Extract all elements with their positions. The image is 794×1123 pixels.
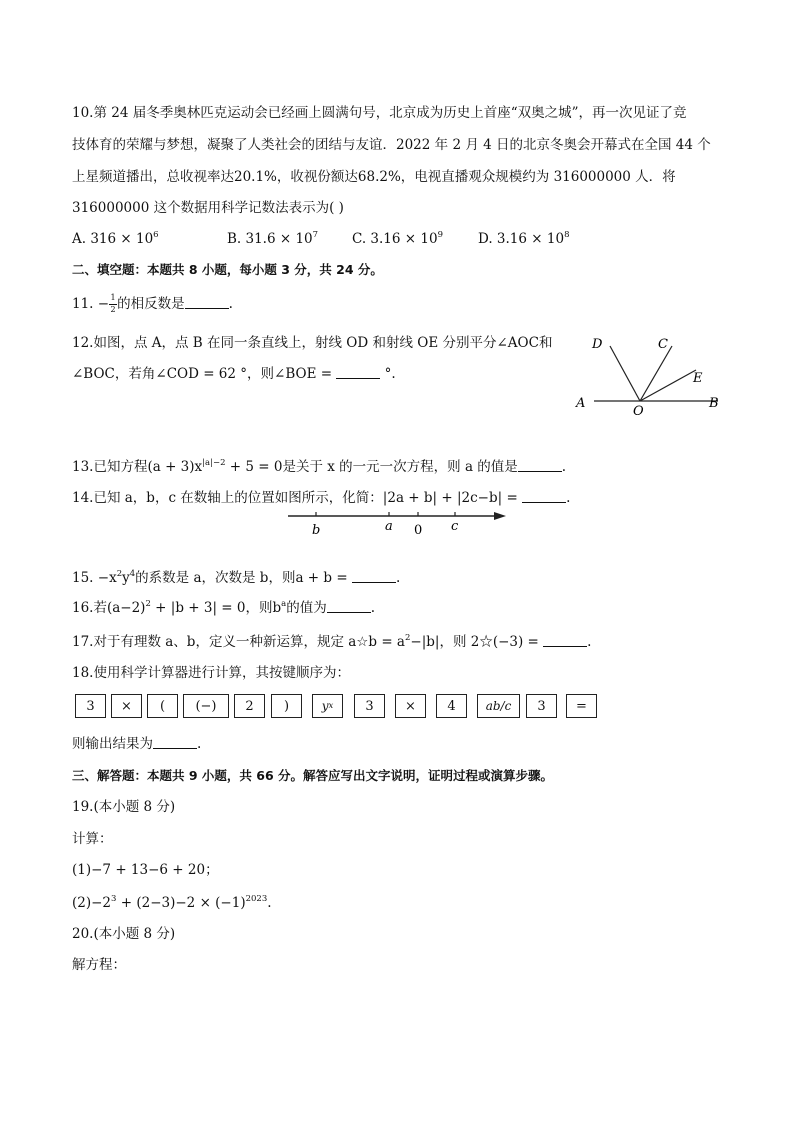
q19-title: 19.(本小题 8 分) (72, 799, 176, 815)
option-a-exponent: 6 (153, 230, 159, 240)
label-c: C (658, 337, 668, 352)
q16-exp-1: 2 (145, 599, 151, 609)
q19-p2-end: . (267, 895, 272, 911)
q13-text-a: 13.已知方程(a + 3)x (72, 459, 203, 475)
label-e: E (693, 371, 703, 386)
q15 (72, 568, 400, 588)
option-c-exponent: 9 (437, 230, 443, 240)
option-a-text: A. 316 × 10 (72, 231, 154, 247)
q14 (72, 488, 570, 508)
key-fraction-label: ab/c (485, 699, 512, 713)
q19-p2-exp-2: 2023 (245, 894, 268, 904)
angle-figure (572, 330, 732, 422)
answer-blank[interactable] (352, 568, 396, 583)
q18-output-text: 则输出结果为 (72, 736, 153, 752)
q13-text-b: + 5 = 0是关于 x 的一元一次方程，则 a 的值是 (225, 459, 518, 475)
q11 (72, 294, 233, 315)
q19-intro: 计算： (72, 831, 113, 847)
q16 (72, 598, 375, 618)
label-b: b (312, 523, 321, 538)
answer-blank[interactable] (336, 364, 380, 379)
q16-mid: + |b + 3| = 0，则b (150, 600, 282, 616)
q14-end: . (566, 490, 571, 506)
q17-pre: 17.对于有理数 a、b，定义一种新运算，规定 a☆b = a (72, 634, 405, 650)
q11-fraction (109, 292, 117, 315)
key-open-paren: ( (147, 694, 178, 718)
label-a: a (385, 519, 393, 534)
q10-line-3: 上星频道播出，总收视率达20.1%，收视份额达68.2%，电视直播观众规模约为 316000000 人．将 (72, 169, 676, 185)
q15-exp-2: 4 (129, 569, 136, 579)
q12-line-2-end: °. (380, 366, 396, 382)
answer-blank[interactable] (543, 632, 587, 647)
answer-blank[interactable] (522, 488, 566, 503)
q16-exp-2: a (281, 599, 287, 609)
label-c: c (451, 519, 459, 534)
key-fraction (477, 694, 520, 718)
q15-post: 的系数是 a，次数是 b，则a + b = (135, 570, 352, 586)
q18-output (72, 734, 201, 754)
key-power-base: y (321, 699, 329, 713)
q12-line-1: 12.如图，点 A，点 B 在同一条直线上，射线 OD 和射线 OE 分别平分∠AOC和 (72, 335, 553, 351)
q19-part-2 (72, 893, 272, 913)
q15-exp-1: 2 (116, 569, 123, 579)
key-multiply: × (111, 694, 142, 718)
key-3: 3 (75, 694, 106, 718)
q12-line-2-text: ∠BOC，若角∠COD = 62 °，则∠BOE = (72, 366, 337, 382)
q15-mid: y (122, 570, 130, 586)
q17-end: . (587, 634, 592, 650)
q17 (72, 632, 591, 652)
q11-prefix: 11. − (72, 296, 110, 312)
q15-pre: 15. −x (72, 570, 117, 586)
q16-end: . (370, 600, 375, 616)
q13-exponent: |a|−2 (202, 458, 226, 468)
key-close-paren: ) (271, 694, 302, 718)
arrow-head-icon (494, 512, 506, 520)
key-negative: (−) (183, 694, 229, 718)
answer-blank[interactable] (185, 294, 229, 309)
q13-end: . (561, 459, 567, 475)
label-o: O (633, 404, 644, 419)
key-equals: = (566, 694, 597, 718)
q10-line-4: 316000000 这个数据用科学记数法表示为( ) (72, 200, 344, 216)
answer-blank[interactable] (153, 734, 197, 749)
option-b-text: B. 31.6 × 10 (227, 231, 313, 247)
q19-p2-exp-1: 3 (111, 894, 117, 904)
option-d-text: D. 3.16 × 10 (478, 231, 565, 247)
label-b: B (709, 396, 719, 411)
key-3: 3 (526, 694, 557, 718)
q11-end: . (228, 296, 233, 312)
section-2-heading: 二、填空题：本题共 8 小题，每小题 3 分，共 24 分。 (72, 262, 383, 277)
answer-blank[interactable] (518, 457, 562, 472)
fraction-denominator: 2 (110, 304, 116, 314)
label-d: D (592, 337, 603, 352)
label-zero: 0 (414, 523, 423, 538)
q17-exp: 2 (404, 633, 411, 643)
q14-text: 14.已知 a，b，c 在数轴上的位置如图所示，化简：|2a + b| + |2c−b| = (72, 490, 523, 506)
label-a: A (576, 396, 586, 411)
option-c-text: C. 3.16 × 10 (352, 231, 438, 247)
q18-output-end: . (197, 736, 202, 752)
q10-line-1: 10.第 24 届冬季奥林匹克运动会已经画上圆满句号，北京成为历史上首座“双奥之城”，再一次见证了竞 (72, 105, 687, 121)
q10-line-2: 技体育的荣耀与梦想，凝聚了人类社会的团结与友谊．2022 年 2 月 4 日的北京冬奥会开幕式在全国 44 个 (72, 137, 711, 153)
q16-post: 的值为 (286, 600, 327, 616)
q11-suffix: 的相反数是 (117, 296, 185, 312)
key-4: 4 (436, 694, 467, 718)
q19-p2-pre: (2)−2 (72, 895, 112, 911)
q10-option-b (227, 229, 318, 249)
key-multiply: × (395, 694, 426, 718)
q12-line-2 (72, 364, 396, 384)
q15-end: . (395, 570, 401, 586)
q19-p2-mid: + (2−3)−2 × (−1) (116, 895, 246, 911)
key-2: 2 (234, 694, 265, 718)
section-3-heading: 三、解答题：本题共 9 小题，共 66 分。解答应写出文字说明，证明过程或演算步骤。 (72, 768, 554, 783)
option-b-exponent: 7 (312, 230, 319, 240)
q19-part-1: (1)−7 + 13−6 + 20； (72, 862, 219, 878)
answer-blank[interactable] (327, 598, 371, 613)
q20-title: 20.(本小题 8 分) (72, 926, 176, 942)
q10-option-d (478, 229, 569, 249)
option-d-exponent: 8 (564, 230, 570, 240)
key-3: 3 (354, 694, 385, 718)
q18-text: 18.使用科学计算器进行计算，其按键顺序为： (72, 665, 350, 681)
fraction-numerator: 1 (110, 292, 116, 302)
ray-od (610, 346, 640, 401)
q17-post: −|b|，则 2☆(−3) = (410, 634, 544, 650)
q10-option-c (352, 229, 443, 249)
q10-option-a (72, 229, 159, 249)
number-line-figure (284, 506, 514, 540)
q20-intro: 解方程： (72, 957, 126, 973)
q13 (72, 457, 566, 477)
q16-pre: 16.若(a−2) (72, 600, 146, 616)
key-power: y x (312, 694, 343, 718)
